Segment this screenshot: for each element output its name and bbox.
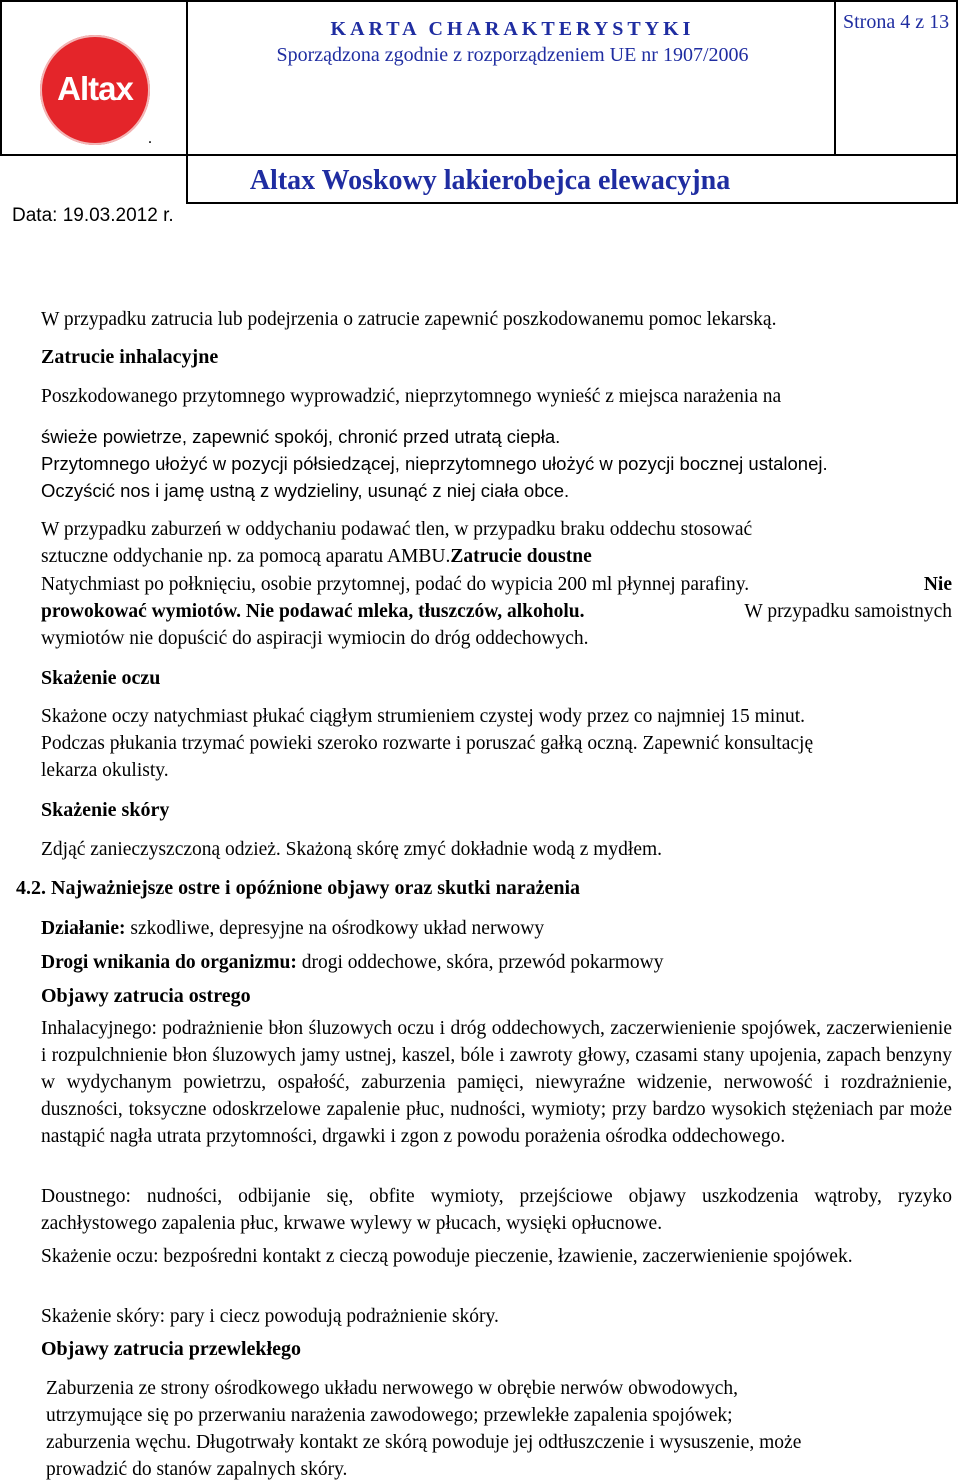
oral-line-2 bbox=[41, 598, 952, 625]
heading-chronic: Objawy zatrucia przewlekłego bbox=[41, 1338, 301, 1360]
inhalation-line-3: Przytomnego ułożyć w pozycji półsiedzącej, nieprzytomnego ułożyć w pozycji bocznej ustalonej. bbox=[41, 453, 828, 474]
inhalation-line-1: Poszkodowanego przytomnego wyprowadzić, nieprzytomnego wynieść z miejsca narażenia na bbox=[41, 386, 782, 407]
eyes-line-1: Skażone oczy natychmiast płukać ciągłym strumieniem czystej wody przez co najmniej 15 minut. bbox=[41, 706, 806, 727]
routes-line bbox=[41, 949, 664, 976]
breathing-line-1 bbox=[41, 516, 952, 543]
eyes-line-3: lekarza okulisty. bbox=[41, 760, 169, 781]
acute-inhalation: Inhalacyjnego: podrażnienie błon śluzowych oczu i dróg oddechowych, zaczerwienienie spojówek, zaczerwienienie i rozpulchnienie błon śluzowych jamy ustnej, kaszel, bóle i zawroty głowy, czasami stany upojenia, zapach benzyny w wydychanym powietrzu, ospałość, zaburzenia pamięci, niewyraźne widzenie, nerwowość i rozdrażnienie, duszności, toksyczne odoskrzelowe zapalenie płuc, nudności, wymioty; przy bardzo wysokich stężeniach par może nastąpić nagła utrata przytomności, drgawki i zgon z powodu porażenia ośrodka oddechowego. bbox=[41, 1018, 952, 1147]
oral-text-1: Natychmiast po połknięciu, osobie przytomnej, podać do wypicia 200 ml płynnej parafiny. bbox=[41, 574, 750, 595]
company-logo bbox=[10, 10, 180, 145]
chronic-line-4: prowadzić do stanów zapalnych skóry. bbox=[46, 1459, 348, 1480]
routes-label: Drogi wnikania do organizmu: bbox=[41, 952, 297, 973]
action-text: szkodliwe, depresyjne na ośrodkowy układ nerwowy bbox=[130, 918, 545, 939]
eyes-line-2: Podczas płukania trzymać powieki szeroko rozwarte i poruszać gałką oczną. Zapewnić konsultację bbox=[41, 733, 814, 754]
routes-text: drogi oddechowe, skóra, przewód pokarmowy bbox=[301, 952, 664, 973]
card-title: KARTA CHARAKTERYSTYKI bbox=[330, 18, 695, 40]
heading-eyes: Skażenie oczu bbox=[41, 667, 161, 689]
header-rule-left bbox=[0, 0, 2, 156]
product-name: Altax Woskowy lakierobejca elewacyjna bbox=[249, 165, 731, 196]
heading-acute: Objawy zatrucia ostrego bbox=[41, 985, 251, 1007]
header-rule-right bbox=[956, 0, 958, 204]
header-rule-logo-sep bbox=[186, 0, 188, 204]
page-number: Strona 4 z 13 bbox=[843, 11, 950, 33]
skin-line-1: Zdjąć zanieczyszczoną odzież. Skażoną skórę zmyć dokładnie wodą z mydłem. bbox=[41, 839, 663, 860]
document-header bbox=[0, 0, 958, 226]
inhalation-line-4: Oczyścić nos i jamę ustną z wydzieliny, usunąć z niej ciała obce. bbox=[41, 480, 570, 501]
heading-oral: Zatrucie doustne bbox=[450, 546, 592, 567]
chronic-line-2: utrzymujące się po przerwaniu narażenia zawodowego; przewlekłe zapalenia spojówek; bbox=[46, 1405, 733, 1426]
breathing-text-2: sztuczne oddychanie np. za pomocą aparatu AMBU. bbox=[41, 546, 451, 567]
breathing-line-2 bbox=[41, 543, 592, 570]
chronic-line-1: Zaburzenia ze strony ośrodkowego układu nerwowego w obrębie nerwów obwodowych, bbox=[46, 1378, 739, 1399]
header-rule-bottom bbox=[186, 202, 958, 204]
oral-warning-start: Nie bbox=[923, 574, 952, 595]
oral-text-2: W przypadku samoistnych bbox=[744, 601, 952, 622]
heading-skin: Skażenie skóry bbox=[41, 799, 170, 821]
header-rule-middle bbox=[0, 154, 958, 156]
logo-text: Altax bbox=[57, 70, 133, 107]
acute-skin: Skażenie skóry: pary i ciecz powodują podrażnienie skóry. bbox=[41, 1306, 499, 1327]
oral-line-3: wymiotów nie dopuścić do aspiracji wymiocin do dróg oddechowych. bbox=[41, 628, 589, 649]
header-rule-top bbox=[0, 0, 958, 2]
acute-oral: Doustnego: nudności, odbijanie się, obfite wymioty, przejściowe objawy uszkodzenia wątroby, ryzyko zachłystowego zapalenia płuc, krwawe wylewy w płucach, wysięki opłucnowe. bbox=[41, 1186, 952, 1234]
action-line bbox=[41, 915, 544, 942]
action-label: Działanie: bbox=[41, 918, 126, 939]
chronic-line-3: zaburzenia węchu. Długotrwały kontakt ze skórą powoduje jej odtłuszczenie i wysuszenie, może bbox=[46, 1432, 802, 1453]
breathing-text-1: W przypadku zaburzeń w oddychaniu podawać tlen, w przypadku braku oddechu stosować bbox=[41, 519, 753, 540]
oral-line-1 bbox=[41, 571, 952, 598]
acute-eyes: Skażenie oczu: bezpośredni kontakt z cieczą powoduje pieczenie, łzawienie, zaczerwienienie spojówek. bbox=[41, 1246, 853, 1267]
general-advice: W przypadku zatrucia lub podejrzenia o zatrucie zapewnić poszkodowanemu pomoc lekarską. bbox=[41, 309, 777, 330]
heading-section-4-2: 4.2. Najważniejsze ostre i opóźnione objawy oraz skutki narażenia bbox=[16, 877, 581, 899]
inhalation-line-2: świeże powietrze, zapewnić spokój, chronić przed utratą ciepła. bbox=[41, 426, 561, 447]
heading-inhalation: Zatrucie inhalacyjne bbox=[41, 346, 219, 368]
oral-warning: prowokować wymiotów. Nie podawać mleka, tłuszczów, alkoholu. bbox=[41, 601, 585, 622]
card-subtitle: Sporządzona zgodnie z rozporządzeniem UE nr 1907/2006 bbox=[276, 44, 749, 66]
logo-dot: . bbox=[148, 130, 152, 147]
document-date: Data: 19.03.2012 r. bbox=[12, 205, 174, 226]
